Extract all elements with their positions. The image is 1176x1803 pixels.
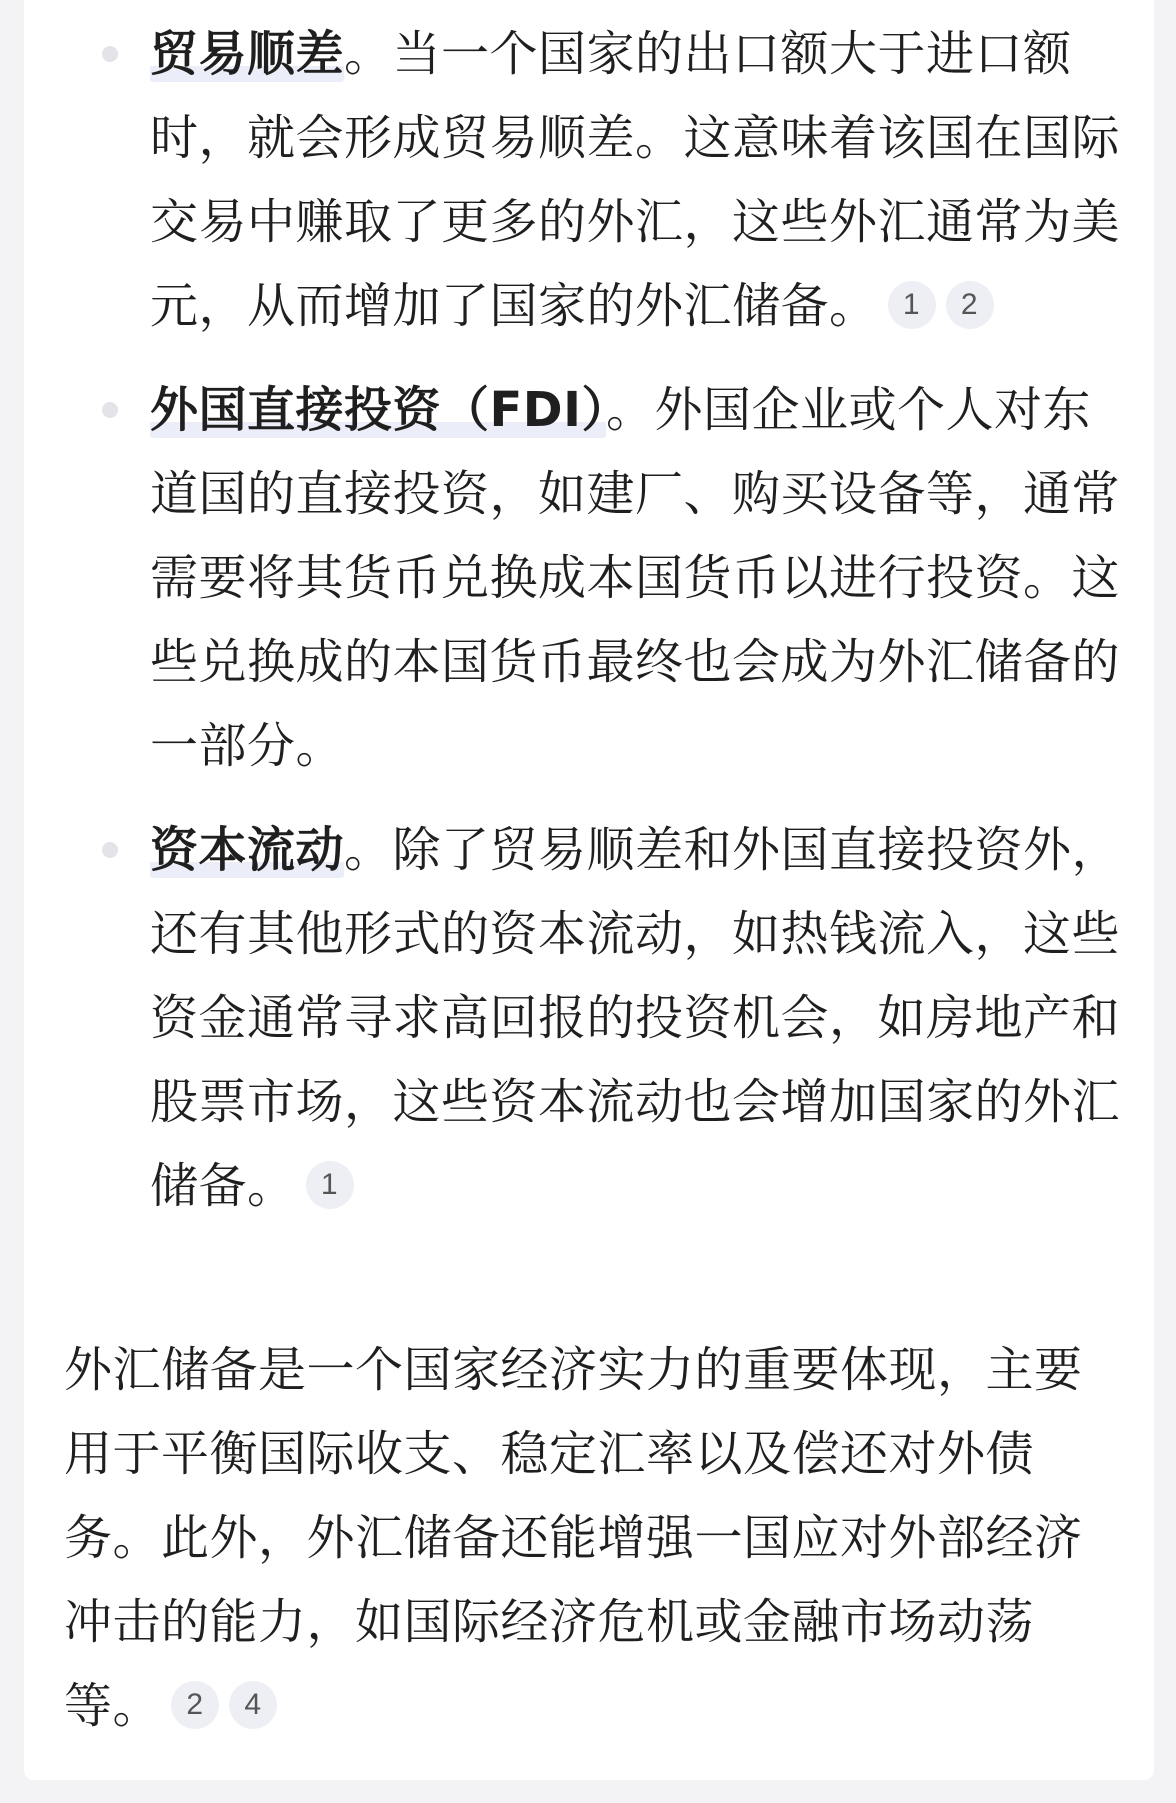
list-item-text	[150, 368, 1124, 788]
item-body-text: 。当一个国家的出口额大于进口额时，就会形成贸易顺差。这意味着该国在国际交易中赚取了更多的外汇，这些外汇通常为美元，从而增加了国家的外汇储备。	[150, 26, 1121, 334]
citation-badge[interactable]: 2	[171, 1681, 219, 1729]
answer-card	[24, 0, 1154, 1780]
item-body-text: 。除了贸易顺差和外国直接投资外，还有其他形式的资本流动，如热钱流入，这些资金通常寻求高回报的投资机会，如房地产和股票市场，这些资本流动也会增加国家的外汇储备。	[150, 822, 1121, 1214]
summary-text: 外汇储备是一个国家经济实力的重要体现，主要用于平衡国际收支、稳定汇率以及偿还对外债务。此外，外汇储备还能增强一国应对外部经济冲击的能力，如国际经济危机或金融市场动荡等。	[64, 1342, 1083, 1734]
item-body-text: 。外国企业或个人对东道国的直接投资，如建厂、购买设备等，通常需要将其货币兑换成本国货币以进行投资。这些兑换成的本国货币最终也会成为外汇储备的一部分。	[150, 382, 1121, 774]
term-trade-surplus[interactable]: 贸易顺差	[150, 26, 345, 82]
list-item-fdi	[24, 368, 1154, 788]
list-item-capital-flow	[24, 808, 1154, 1228]
citation-badge[interactable]: 1	[888, 281, 936, 329]
list-item-text	[150, 808, 1124, 1228]
bullet-dot-icon	[102, 402, 118, 418]
citation-badge[interactable]: 4	[229, 1681, 277, 1729]
citation-badge[interactable]: 1	[306, 1161, 354, 1209]
summary-paragraph	[64, 1328, 1124, 1748]
bullet-dot-icon	[102, 842, 118, 858]
list-item-trade-surplus	[24, 12, 1154, 348]
bullet-dot-icon	[102, 46, 118, 62]
list-item-text	[150, 12, 1124, 348]
bullet-list	[24, 12, 1154, 1248]
term-capital-flow[interactable]: 资本流动	[150, 822, 345, 878]
term-fdi[interactable]: 外国直接投资（FDI）	[150, 382, 606, 438]
citation-badge[interactable]: 2	[946, 281, 994, 329]
